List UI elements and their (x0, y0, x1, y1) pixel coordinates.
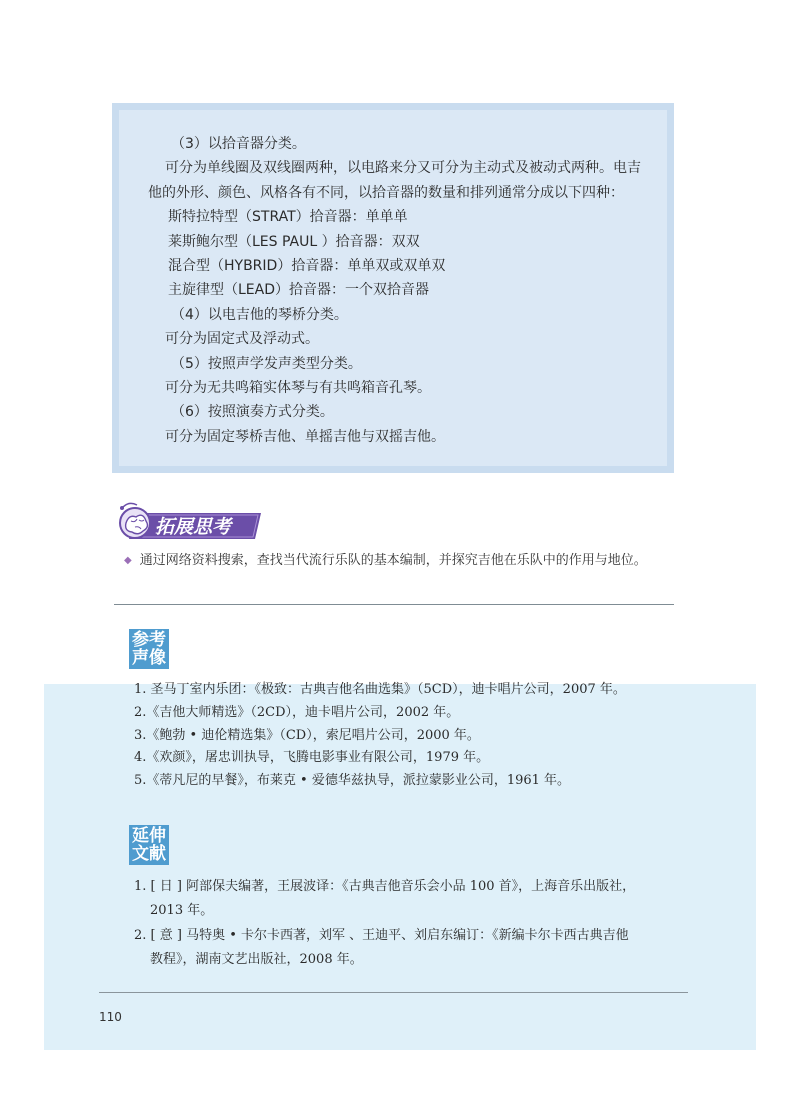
info-line: （6）按照演奏方式分类。 (171, 404, 334, 421)
music-note-icon (123, 503, 137, 507)
page-number: 110 (99, 1010, 122, 1024)
section-divider (114, 604, 674, 605)
references-label-top: 参考 (132, 630, 166, 650)
extended-label-top: 延伸 (132, 826, 166, 846)
footer-divider (99, 992, 688, 993)
info-line: （5）按照声学发声类型分类。 (171, 355, 362, 372)
extended-item-line: 2013 年。 (150, 902, 214, 918)
info-line: 他的外形、颜色、风格各有不同，以拾音器的数量和排列通常分成以下四种： (148, 184, 624, 201)
extended-item (134, 875, 679, 922)
diamond-bullet-icon: ◆ (124, 555, 132, 566)
info-box-text (119, 110, 667, 466)
info-line: 莱斯鲍尔型（LES PAUL ）拾音器：双双 (168, 233, 420, 250)
extended-label-bottom: 文献 (132, 844, 166, 864)
think-badge (115, 499, 265, 545)
info-line: 主旋律型（LEAD）拾音器：一个双拾音器 (168, 282, 430, 299)
think-badge-label: 拓展思考 (155, 516, 232, 538)
reference-item: 1. 圣马丁室内乐团：《极致：古典吉他名曲选集》（5CD），迪卡唱片公司，2007 年。 (134, 682, 626, 697)
think-task (124, 549, 684, 568)
references-label-bottom: 声像 (132, 648, 166, 668)
extended-item-line: 1. [ 日 ] 阿部保夫编著，王展波译：《古典吉他音乐会小品 100 首》，上海音乐出版社， (134, 879, 636, 894)
info-line: 可分为单线圈及双线圈两种，以电路来分又可分为主动式及被动式两种。电吉 (165, 160, 641, 177)
info-line: （4）以电吉他的琴桥分类。 (171, 306, 348, 323)
info-line: 混合型（HYBRID）拾音器：单单双或双单双 (168, 258, 446, 275)
info-line: 可分为无共鸣箱实体琴与有共鸣箱音孔琴。 (165, 380, 431, 397)
extended-label (129, 825, 169, 865)
reference-item: 5.《蒂凡尼的早餐》，布莱克 • 爱德华兹执导，派拉蒙影业公司，1961 年。 (134, 773, 571, 789)
reference-item: 2.《吉他大师精选》（2CD），迪卡唱片公司，2002 年。 (134, 704, 460, 720)
info-line: 斯特拉特型（STRAT）拾音器：单单单 (168, 209, 408, 226)
info-line: （3）以拾音器分类。 (171, 136, 306, 152)
think-task-text: 通过网络资料搜索，查找当代流行乐队的基本编制，并探究吉他在乐队中的作用与地位。 (139, 553, 647, 568)
references-label (129, 629, 169, 669)
references-list (134, 679, 626, 793)
reference-item: 3.《鲍勃 • 迪伦精选集》（CD），索尼唱片公司，2000 年。 (134, 727, 480, 743)
info-line: 可分为固定式及浮动式。 (165, 331, 319, 348)
info-line: 可分为固定琴桥吉他、单摇吉他与双摇吉他。 (165, 428, 445, 445)
reference-item: 4.《欢颜》，屠忠训执导，飞腾电影事业有限公司，1979 年。 (134, 750, 490, 766)
extended-item-line: 教程》，湖南文艺出版社，2008 年。 (150, 951, 363, 967)
extended-item (134, 924, 679, 971)
extended-list (134, 875, 679, 973)
info-box (112, 103, 674, 473)
extended-item-line: 2. [ 意 ] 马特奥 • 卡尔卡西著，刘军 、王迪平、刘启东编订：《新编卡尔卡西古典吉他 (134, 928, 629, 943)
